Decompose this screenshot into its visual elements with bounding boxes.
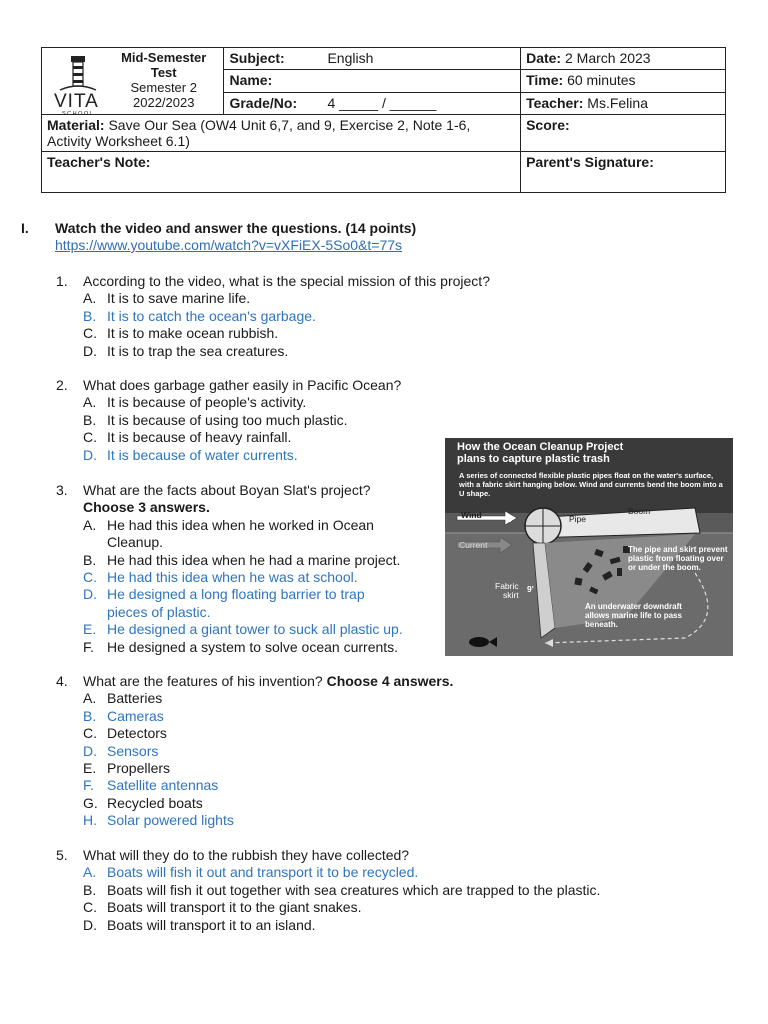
- section-title: Watch the video and answer the questions. (14 points): [55, 220, 417, 236]
- option-2a[interactable]: A. It is because of people's activity.: [83, 394, 307, 411]
- question-instruction: Choose 4 answers.: [326, 673, 454, 689]
- boom-label: Boom: [628, 506, 651, 516]
- exam-info: [108, 50, 219, 110]
- option-3f[interactable]: F. He designed a system to solve ocean currents.: [83, 638, 399, 655]
- time-label: Time:: [526, 72, 564, 89]
- question-stem: [56, 847, 600, 864]
- material-value: Save Our Sea (OW4 Unit 6,7, and 9, Exercise 2, Note 1-6, Activity Worksheet 6.1): [47, 117, 471, 149]
- skirt-depth-label: 9': [527, 584, 534, 594]
- option-3b[interactable]: B. He had this idea when he had a marine project.: [83, 551, 401, 568]
- option-3d[interactable]: D. He designed a long floating barrier to trap pieces of plastic.: [83, 586, 365, 620]
- name-cell[interactable]: [224, 70, 521, 92]
- question-2: [56, 377, 401, 464]
- skirt-note: The pipe and skirt prevent plastic from floating over or under the boom.: [628, 545, 728, 572]
- logo-text: VITA: [54, 91, 99, 112]
- option-3a[interactable]: A. He had this idea when he worked in Ocean Cleanup.: [83, 516, 374, 551]
- question-text: What are the features of his invention?: [83, 673, 323, 689]
- grade-cell[interactable]: [224, 92, 521, 114]
- option-2c[interactable]: C. It is because of heavy rainfall.: [83, 429, 292, 446]
- teacher-label: Teacher:: [526, 94, 584, 111]
- section-heading: [21, 220, 741, 253]
- section-title-row: [21, 220, 741, 236]
- question-stem: [56, 377, 401, 394]
- option-4c[interactable]: C. Detectors: [83, 725, 167, 742]
- time-cell: [521, 70, 726, 92]
- exam-title-line2: Test: [150, 65, 177, 80]
- subject-value: English: [327, 50, 374, 66]
- grade-label: Grade/No:: [229, 94, 298, 111]
- subject-label: Subject:: [229, 50, 285, 66]
- option-1a[interactable]: A. It is to save marine life.: [83, 290, 251, 307]
- question-text: According to the video, what is the special mission of this project?: [83, 273, 490, 289]
- option-4f[interactable]: F. Satellite antennas: [83, 777, 219, 794]
- question-stem: [56, 482, 403, 499]
- material-cell: [42, 115, 521, 152]
- option-4e[interactable]: E. Propellers: [83, 760, 171, 777]
- teacher-note-cell[interactable]: [42, 152, 521, 193]
- option-2d[interactable]: D. It is because of water currents.: [83, 446, 298, 463]
- teacher-note-label: Teacher's Note:: [47, 154, 151, 170]
- section-number: I.: [21, 220, 29, 236]
- score-cell[interactable]: [521, 115, 726, 152]
- option-5c[interactable]: C. Boats will transport it to the giant snakes.: [83, 899, 362, 916]
- parent-signature-label: Parent's Signature:: [526, 154, 654, 170]
- pipe-label: Pipe: [569, 514, 587, 524]
- option-4h[interactable]: H. Solar powered lights: [83, 812, 234, 829]
- question-stem: [56, 673, 453, 690]
- option-1d[interactable]: D. It is to trap the sea creatures.: [83, 342, 289, 359]
- option-4g[interactable]: G. Recycled boats: [83, 794, 203, 811]
- question-number: 2.: [56, 377, 68, 393]
- exam-title-line1: Mid-Semester: [121, 50, 207, 65]
- option-3e[interactable]: E. He designed a giant tower to suck all plastic up.: [83, 621, 403, 638]
- option-4a[interactable]: A. Batteries: [83, 690, 163, 707]
- question-3: [56, 482, 403, 656]
- ocean-cleanup-infographic: [445, 438, 733, 656]
- semester: Semester 2: [130, 80, 197, 95]
- question-text: What are the facts about Boyan Slat's project?: [83, 482, 371, 498]
- question-4: [56, 673, 453, 830]
- pipe-height-label: 4': [507, 514, 514, 524]
- question-number: 5.: [56, 847, 68, 863]
- school-year: 2022/2023: [133, 95, 195, 110]
- infographic-title: [457, 441, 623, 465]
- option-1b[interactable]: B. It is to catch the ocean's garbage.: [83, 307, 316, 324]
- date-cell: [521, 48, 726, 70]
- logo-subtext: SCHOOL: [62, 111, 95, 116]
- question-text: What does garbage gather easily in Pacific Ocean?: [83, 377, 402, 393]
- question-number: 4.: [56, 673, 68, 689]
- school-cell: [42, 48, 224, 115]
- option-4d[interactable]: D. Sensors: [83, 742, 159, 759]
- time-value: 60 minutes: [567, 72, 636, 89]
- question-instruction: Choose 3 answers.: [83, 499, 210, 516]
- option-5b[interactable]: B. Boats will fish it out together with sea creatures which are trapped to the plastic.: [83, 881, 601, 898]
- option-5a[interactable]: A. Boats will fish it out and transport it to be recycled.: [83, 864, 419, 881]
- exam-header-table: [41, 47, 726, 193]
- question-stem: [56, 273, 490, 290]
- current-label: Current: [459, 540, 488, 550]
- option-5d[interactable]: D. Boats will transport it to an island.: [83, 916, 316, 933]
- downdraft-note: An underwater downdraft allows marine life to pass beneath.: [585, 602, 682, 629]
- teacher-value: Ms.Felina: [587, 94, 648, 111]
- infographic-title-line1: How the Ocean Cleanup Project: [457, 441, 624, 453]
- question-number: 1.: [56, 273, 68, 289]
- skirt-label: Fabric skirt: [495, 581, 519, 600]
- question-number: 3.: [56, 482, 68, 498]
- question-1: [56, 273, 490, 360]
- vita-school-logo: [52, 54, 110, 116]
- material-label: Material:: [47, 117, 105, 133]
- date-value: 2 March 2023: [564, 50, 651, 66]
- fish-icon: [469, 637, 489, 647]
- option-2b[interactable]: B. It is because of using too much plastic.: [83, 411, 348, 428]
- teacher-cell: [521, 92, 726, 114]
- wind-label: Wind: [461, 510, 482, 520]
- question-5: [56, 847, 600, 934]
- option-4b[interactable]: B. Cameras: [83, 707, 164, 724]
- grade-value: 4 _____ / ______: [327, 94, 437, 111]
- infographic-description: A series of connected flexible plastic pipes float on the water's surface, with a fabric skirt hanging below. Wind and currents bend the boom into a U shape.: [459, 471, 723, 498]
- option-3c[interactable]: C. He had this idea when he was at school.: [83, 569, 358, 586]
- name-label: Name:: [229, 72, 273, 89]
- infographic-title-line2: plans to capture plastic trash: [457, 453, 610, 465]
- question-text: What will they do to the rubbish they have collected?: [83, 847, 410, 863]
- score-label: Score:: [526, 117, 570, 133]
- option-1c[interactable]: C. It is to make ocean rubbish.: [83, 325, 279, 342]
- subject-cell: [224, 48, 521, 70]
- video-link[interactable]: https://www.youtube.com/watch?v=vXFiEX-5So0&t=77s: [55, 237, 403, 253]
- parent-signature-cell[interactable]: [521, 152, 726, 193]
- date-label: Date:: [526, 50, 562, 66]
